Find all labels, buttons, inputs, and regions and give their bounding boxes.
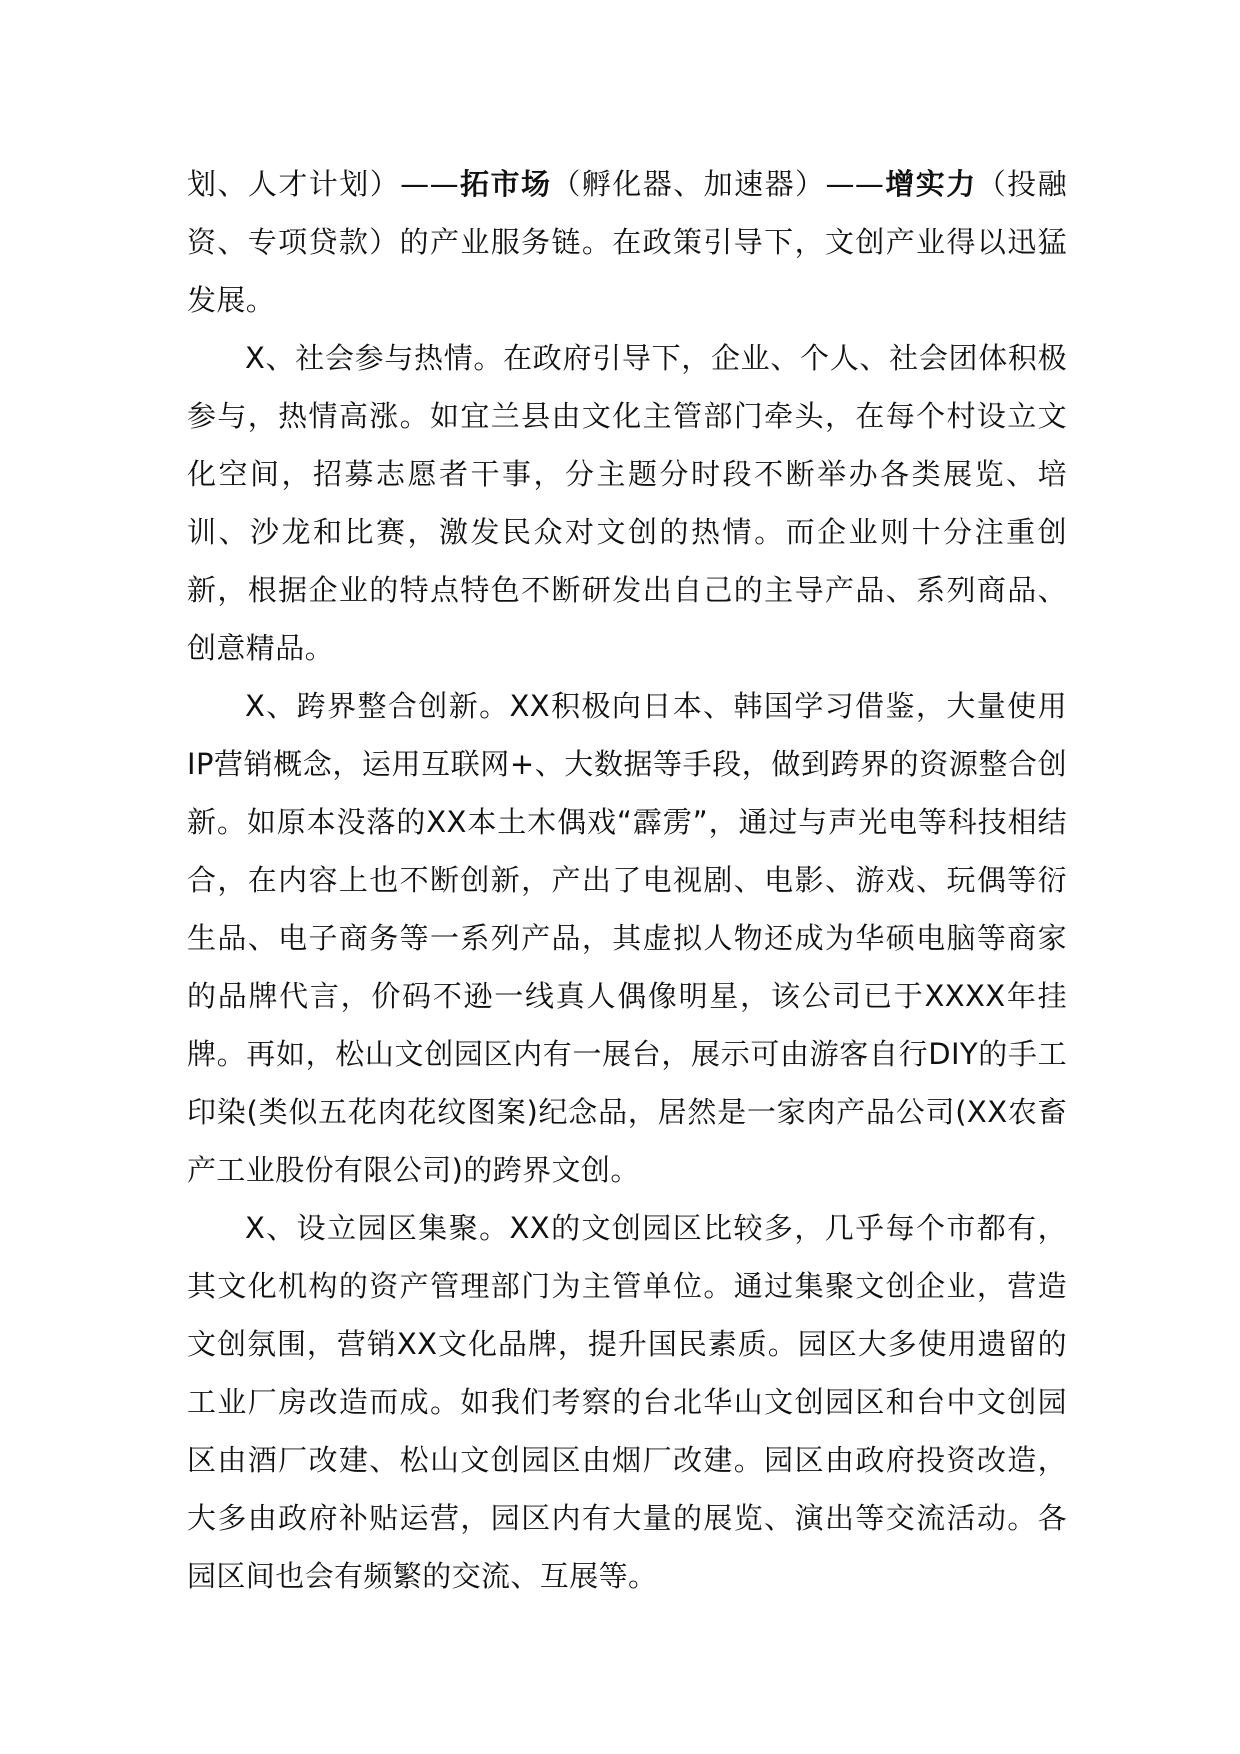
paragraph-cross-border-innovation: X、跨界整合创新。XX积极向日本、韩国学习借鉴，大量使用IP营销概念，运用互联网+、大数据等手段，做到跨界的资源整合创新。如原本没落的XX本土木偶戏“霹雳”，通过与声光电等科技相结合，在内容上也不断创新，产出了电视剧、电影、游戏、玩偶等衍生品、电子商务等一系列产品，其虚拟人物还成为华硕电脑等商家的品牌代言，价码不逊一线真人偶像明星，该公司已于XXXX年挂牌。再如，松山文创园区内有一展台，展示可由游客自行DIY的手工印染(类似五花肉花纹图案)纪念品，居然是一家肉产品公司(XX农畜产工业股份有限公司)的跨界文创。 (187, 689, 1067, 1187)
paragraph-social-participation: X、社会参与热情。在政府引导下，企业、个人、社会团体积极参与，热情高涨。如宜兰县由文化主管部门牵头，在每个村设立文化空间，招募志愿者干事，分主题分时段不断举办各类展览、培训、沙龙和比赛，激发民众对文创的热情。而企业则十分注重创新，根据企业的特点特色不断研发出自己的主导产品、系列商品、创意精品。 (187, 341, 1067, 665)
paragraph-text: 划、人才计划）—— (187, 167, 459, 201)
paragraph-text: （孵化器、加速器）—— (551, 167, 885, 201)
paragraph-text: （投融资、专项贷款）的产业服务链。在政策引导下，文创产业得以迅猛发展。 (187, 167, 1068, 317)
bold-phrase: 拓市场 (458, 167, 552, 201)
bold-phrase: 增实力 (884, 167, 977, 201)
paragraph-continuation (187, 155, 1067, 329)
document-body (187, 155, 1067, 1605)
paragraph-park-clusters: X、设立园区集聚。XX的文创园区比较多，几乎每个市都有，其文化机构的资产管理部门为主管单位。通过集聚文创企业，营造文创氛围，营销XX文化品牌，提升国民素质。园区大多使用遗留的工业厂房改造而成。如我们考察的台北华山文创园区和台中文创园区由酒厂改建、松山文创园区由烟厂改建。园区由政府投资改造，大多由政府补贴运营，园区内有大量的展览、演出等交流活动。各园区间也会有频繁的交流、互展等。 (187, 1211, 1067, 1593)
